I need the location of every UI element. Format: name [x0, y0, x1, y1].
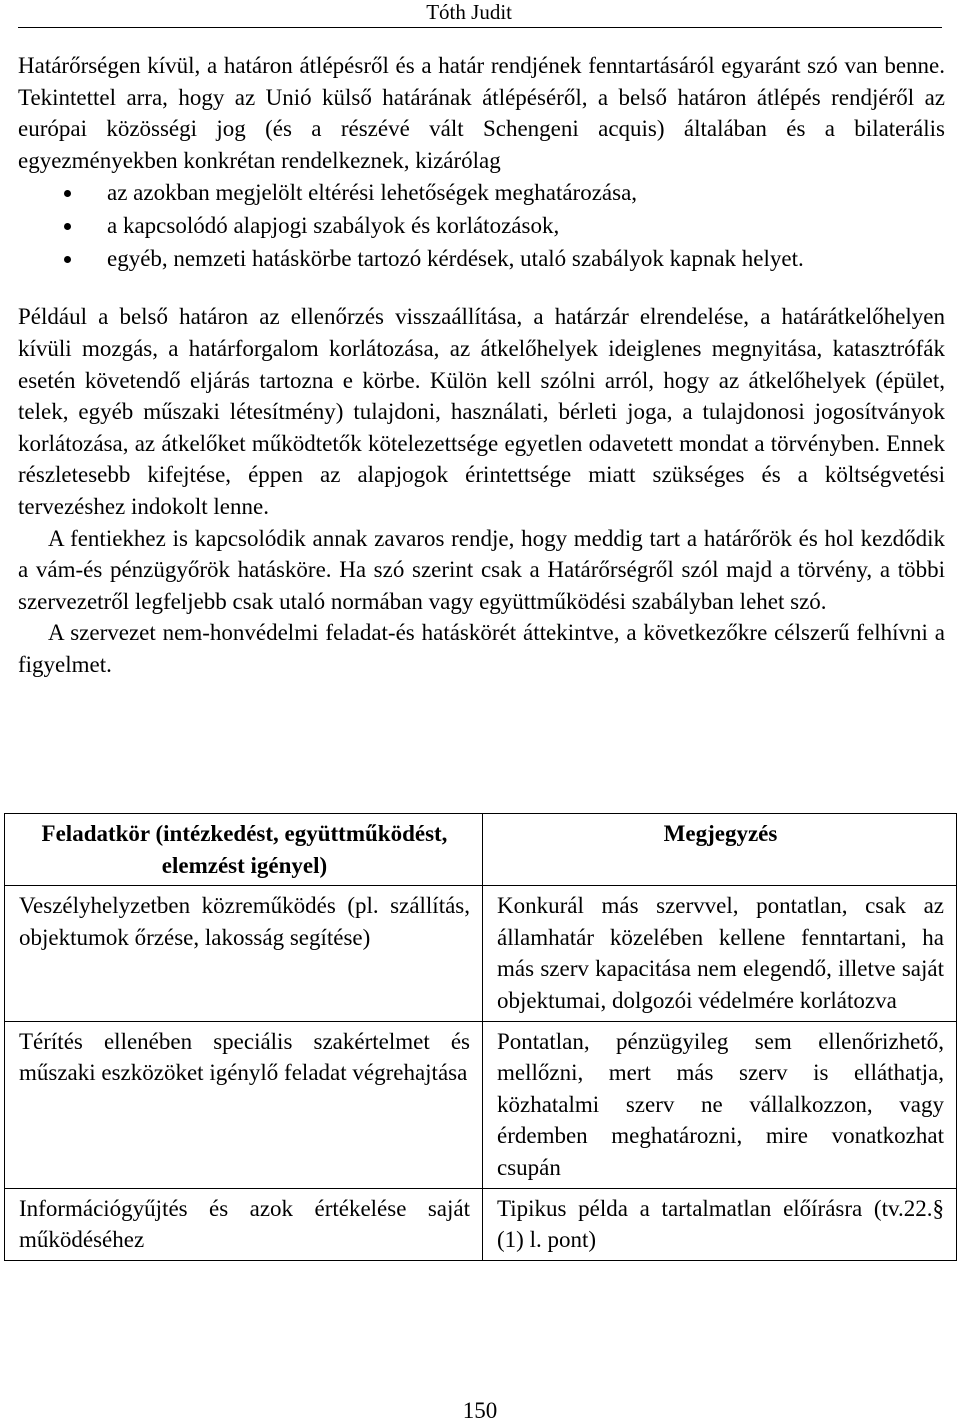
table-cell-task: Veszélyhelyzetben közreműködés (pl. szállítás, objektumok őrzése, lakosság segítése)	[5, 886, 483, 1021]
list-item-text: az azokban megjelölt eltérési lehetőségek meghatározása,	[107, 180, 638, 206]
list-item	[18, 242, 945, 275]
list-item	[18, 176, 945, 209]
body-paragraph-2: A fentiekhez is kapcsolódik annak zavaros rendje, hogy meddig tart a határőrök és hol kezdődik a vám-és pénzügyőrök hatásköre. Ha szó szerint csak a Határőrségről szól majd a törvény, a többi szervezetről legfeljebb csak utaló normában vagy együttműködési szabályban lehet szó.	[18, 525, 945, 614]
table-row	[5, 1021, 957, 1188]
header-author: Tóth Judit	[426, 0, 512, 24]
bullet-icon	[64, 256, 71, 263]
intro-paragraph: Határőrségen kívül, a határon átlépésről és a határ rendjének fenntartásáról egyaránt szó van benne. Tekintettel arra, hogy az Unió külső határának átlépéséről, a belső határon átlépés rendjéről az európai közösségi jog (és a részévé vált Schengeni acquis) általában és a bilaterális egyezményekben konkrétan rendelkeznek, kizárólag	[18, 53, 945, 173]
bullet-icon	[64, 223, 71, 230]
intro-bullet-list	[18, 176, 945, 275]
table-row	[5, 1188, 957, 1260]
table-header-row	[5, 814, 957, 886]
tasks-table	[4, 813, 957, 1261]
page-number: 150	[462, 1398, 498, 1423]
table-cell-task: Térítés ellenében speciális szakértelmet és műszaki eszközöket igénylő feladat végrehajtása	[5, 1021, 483, 1188]
spacer	[18, 275, 945, 301]
table-cell-note: Tipikus példa a tartalmatlan előírásra (tv.22.§ (1) l. pont)	[483, 1188, 957, 1260]
table-cell-note: Konkurál más szervvel, pontatlan, csak az államhatár közelében kellene fenntartani, ha más szerv kapacitása nem elegendő, illetve saját objektumai, dolgozói védelmére korlátozva	[483, 886, 957, 1021]
table-cell-task: Információgyűjtés és azok értékelése saját működéséhez	[5, 1188, 483, 1260]
body-paragraph-3: A szervezet nem-honvédelmi feladat-és hatáskörét áttekintve, a következőkre célszerű felhívni a figyelmet.	[18, 620, 945, 677]
list-item-text: egyéb, nemzeti hatáskörbe tartozó kérdések, utaló szabályok kapnak helyet.	[107, 246, 804, 272]
table-cell-note: Pontatlan, pénzügyileg sem ellenőrizhető, mellőzni, mert más szerv is elláthatja, közhatalmi szerv ne vállalkozzon, vagy érdemben meghatározni, mire vonatkozhat csupán	[483, 1021, 957, 1188]
table-header-note: Megjegyzés	[483, 814, 957, 886]
document-body	[18, 50, 945, 681]
table-row	[5, 886, 957, 1021]
bullet-icon	[64, 190, 71, 197]
list-item	[18, 209, 945, 242]
list-item-text: a kapcsolódó alapjogi szabályok és korlátozások,	[107, 213, 560, 239]
page-header	[18, 0, 942, 28]
body-paragraph-1: Például a belső határon az ellenőrzés visszaállítása, a határzár elrendelése, a határátkelőhelyen kívüli mozgás, a határforgalom korlátozása, az átkelőhelyek ideiglenes megnyitása, katasztrófák esetén követendő eljárás tartozna e körbe. Külön kell szólni arról, hogy az átkelőhelyek (épület, telek, egyéb műszaki létesítmény) tulajdoni, használati, bérleti joga, a tulajdonosi jogosítványok korlátozása, az átkelőket működtetők kötelezettsége egyetlen odavetett mondat a törvényben. Ennek részletesebb kifejtése, éppen az alapjogok érintettsége miatt szükséges és a költségvetési tervezéshez indokolt lenne.	[18, 304, 945, 519]
table-header-task: Feladatkör (intézkedést, együttműködést, elemzést igényel)	[5, 814, 483, 886]
